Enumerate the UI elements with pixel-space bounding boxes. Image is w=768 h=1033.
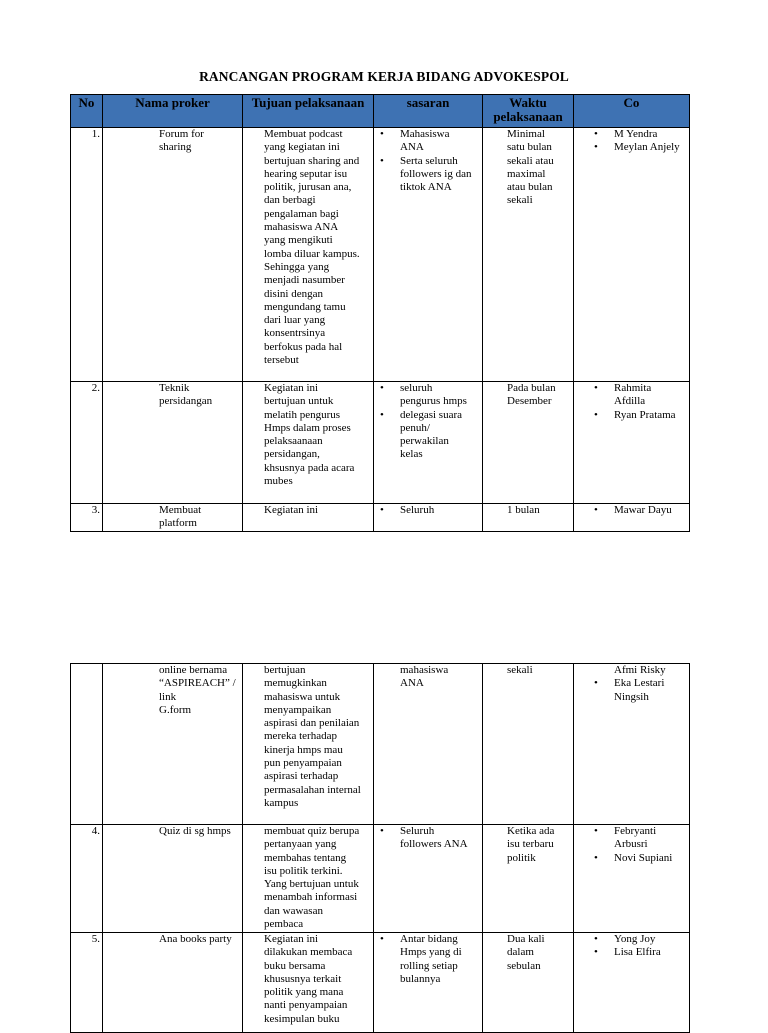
table-row bbox=[71, 664, 690, 825]
cell-co bbox=[574, 128, 690, 382]
co-item: • Febryanti Arbusri bbox=[594, 825, 687, 852]
cell-sasaran bbox=[374, 825, 483, 933]
cell-waktu: Minimal satu bulan sekali atau maximal atau bulan sekali bbox=[483, 128, 574, 382]
header-tujuan: Tujuan pelaksanaan bbox=[243, 95, 374, 128]
cell-co bbox=[574, 664, 690, 825]
header-sasaran: sasaran bbox=[374, 95, 483, 128]
sasaran-item: • Seluruh followers ANA bbox=[380, 825, 478, 852]
sasaran-item: • Serta seluruh followers ig dan tiktok ANA bbox=[380, 155, 478, 195]
sasaran-item: • seluruh pengurus hmps bbox=[380, 382, 478, 409]
header-nama-proker: Nama proker bbox=[103, 95, 243, 128]
cell-nama-proker: online bernama “ASPIREACH” / link G.form bbox=[103, 664, 243, 825]
header-co: Co bbox=[574, 95, 690, 128]
cell-sasaran bbox=[374, 382, 483, 504]
cell-tujuan: Membuat podcast yang kegiatan ini bertujuan sharing and hearing seputar isu politik, jurusan ana, dan berbagi pengalaman bagi mahasiswa ANA yang mengikuti lomba diluar kampus. Sehingga yang menjadi nasumber disini dengan mengundang tamu dari luar yang konsentrsinya berfokus pada hal tersebut bbox=[243, 128, 374, 382]
co-item: • Eka Lestari Ningsih bbox=[594, 677, 687, 704]
page-title: RANCANGAN PROGRAM KERJA BIDANG ADVOKESPOL bbox=[199, 69, 569, 84]
table-row bbox=[71, 504, 690, 532]
co-item: • Mawar Dayu bbox=[594, 504, 687, 517]
sasaran-item-continued: mahasiswa ANA bbox=[400, 664, 449, 690]
cell-nama-proker: Teknik persidangan bbox=[103, 382, 243, 504]
table-row bbox=[71, 128, 690, 382]
cell-co bbox=[574, 933, 690, 1033]
cell-waktu: Pada bulan Desember bbox=[483, 382, 574, 504]
cell-nama-proker: Quiz di sg hmps bbox=[103, 825, 243, 933]
sasaran-item: • Antar bidang Hmps yang di rolling setiap bulannya bbox=[380, 933, 478, 986]
cell-sasaran bbox=[374, 504, 483, 532]
cell-tujuan: membuat quiz berupa pertanyaan yang membahas tentang isu politik terkini. Yang bertujuan untuk menambah informasi dan wawasan pembaca bbox=[243, 825, 374, 933]
cell-sasaran bbox=[374, 933, 483, 1033]
co-item: • Rahmita Afdilla bbox=[594, 382, 687, 409]
cell-waktu: Dua kali dalam sebulan bbox=[483, 933, 574, 1033]
program-table-page-2 bbox=[70, 663, 690, 1033]
cell-no: 1. bbox=[71, 128, 103, 382]
co-item: • M Yendra bbox=[594, 128, 687, 141]
co-item: • Novi Supiani bbox=[594, 852, 687, 865]
cell-waktu: 1 bulan bbox=[483, 504, 574, 532]
table-row bbox=[71, 382, 690, 504]
program-table-page-1 bbox=[70, 94, 690, 532]
cell-waktu: sekali bbox=[483, 664, 574, 825]
table-header-row bbox=[71, 95, 690, 128]
cell-co bbox=[574, 382, 690, 504]
cell-no: 3. bbox=[71, 504, 103, 532]
cell-tujuan: Kegiatan ini bbox=[243, 504, 374, 532]
cell-tujuan: Kegiatan ini bertujuan untuk melatih pengurus Hmps dalam proses pelaksaanaan persidangan, khsusnya pada acara mubes bbox=[243, 382, 374, 504]
sasaran-item: • delegasi suara penuh/ perwakilan kelas bbox=[380, 409, 478, 462]
co-item: • Yong Joy bbox=[594, 933, 687, 946]
table-row bbox=[71, 825, 690, 933]
sasaran-item: • Mahasiswa ANA bbox=[380, 128, 478, 155]
table-row bbox=[71, 933, 690, 1033]
cell-sasaran bbox=[374, 664, 483, 825]
co-item: • Lisa Elfira bbox=[594, 946, 687, 959]
cell-co bbox=[574, 504, 690, 532]
cell-tujuan: Kegiatan ini dilakukan membaca buku bersama khususnya terkait politik yang mana nanti penyampaian kesimpulan buku bbox=[243, 933, 374, 1033]
sasaran-item: • Seluruh bbox=[380, 504, 478, 517]
cell-no: 4. bbox=[71, 825, 103, 933]
cell-co bbox=[574, 825, 690, 933]
cell-waktu: Ketika ada isu terbaru politik bbox=[483, 825, 574, 933]
cell-nama-proker: Membuat platform bbox=[103, 504, 243, 532]
co-item: • Ryan Pratama bbox=[594, 409, 687, 422]
cell-no bbox=[71, 664, 103, 825]
header-no: No bbox=[71, 95, 103, 128]
cell-no: 5. bbox=[71, 933, 103, 1033]
header-waktu: Waktu pelaksanaan bbox=[483, 95, 574, 128]
cell-tujuan: bertujuan memugkinkan mahasiswa untuk menyampaikan aspirasi dan penilaian mereka terhadap kinerja hmps mau pun penyampaian aspirasi terhadap permasalahan internal kampus bbox=[243, 664, 374, 825]
cell-nama-proker: Forum for sharing bbox=[103, 128, 243, 382]
co-item: • Meylan Anjely bbox=[594, 141, 687, 154]
cell-sasaran bbox=[374, 128, 483, 382]
cell-nama-proker: Ana books party bbox=[103, 933, 243, 1033]
co-item-continued: Afmi Risky bbox=[614, 664, 666, 676]
cell-no: 2. bbox=[71, 382, 103, 504]
